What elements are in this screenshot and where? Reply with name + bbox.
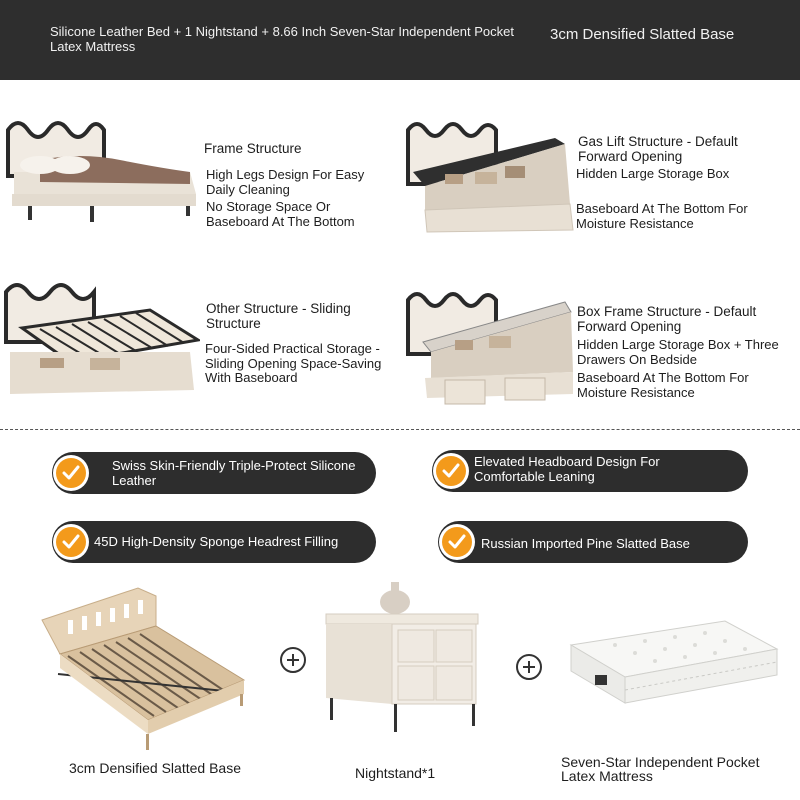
variant-2-line-2: Baseboard At The Bottom For Moisture Resistance [576, 201, 748, 231]
nightstand-image [322, 580, 480, 745]
sliding-bed-image [0, 272, 200, 402]
variant-3-title: Other Structure - Sliding Structure [206, 301, 351, 331]
plus-icon [280, 647, 306, 673]
variant-1-line-2: No Storage Space Or Baseboard At The Bottom [206, 199, 355, 229]
variant-4-line-1: Hidden Large Storage Box + Three Drawers On Bedside [577, 337, 779, 367]
caption-nightstand: Nightstand*1 [355, 765, 436, 781]
check-icon [436, 456, 466, 486]
variant-4-title: Box Frame Structure - Default Forward Opening [577, 304, 757, 334]
section-divider [0, 429, 800, 430]
variant-1-title: Frame Structure [204, 141, 302, 156]
variant-2-line-1: Hidden Large Storage Box [576, 166, 730, 181]
variant-3-line-1: Four-Sided Practical Storage - Sliding Opening Space-Saving With Baseboard [205, 341, 382, 385]
check-icon [56, 458, 86, 488]
plus-icon [516, 654, 542, 680]
feature-text-pine: Russian Imported Pine Slatted Base [481, 536, 690, 551]
box-frame-bed-image [405, 282, 575, 408]
frame-bed-image [0, 110, 200, 230]
base-title: 3cm Densified Slatted Base [550, 26, 735, 43]
caption-slatted-base: 3cm Densified Slatted Base [69, 760, 241, 776]
caption-mattress: Seven-Star Independent Pocket Latex Mattress [561, 754, 760, 784]
product-title: Silicone Leather Bed + 1 Nightstand + 8.66 Inch Seven-Star Independent Pocket Latex Mattress [50, 24, 514, 54]
check-icon [442, 527, 472, 557]
check-icon [56, 527, 86, 557]
variant-1-line-1: High Legs Design For Easy Daily Cleaning [206, 167, 365, 197]
feature-text-sponge: 45D High-Density Sponge Headrest Filling [94, 534, 339, 549]
variant-4-line-2: Baseboard At The Bottom For Moisture Resistance [577, 370, 749, 400]
feature-text-leather: Swiss Skin-Friendly Triple-Protect Silicone Leather [112, 458, 356, 488]
slatted-base-image [38, 582, 250, 757]
gas-lift-bed-image [405, 112, 575, 237]
mattress-image [565, 615, 781, 710]
variant-2-title: Gas Lift Structure - Default Forward Opening [578, 134, 738, 164]
feature-text-headboard: Elevated Headboard Design For Comfortable Leaning [474, 454, 660, 484]
